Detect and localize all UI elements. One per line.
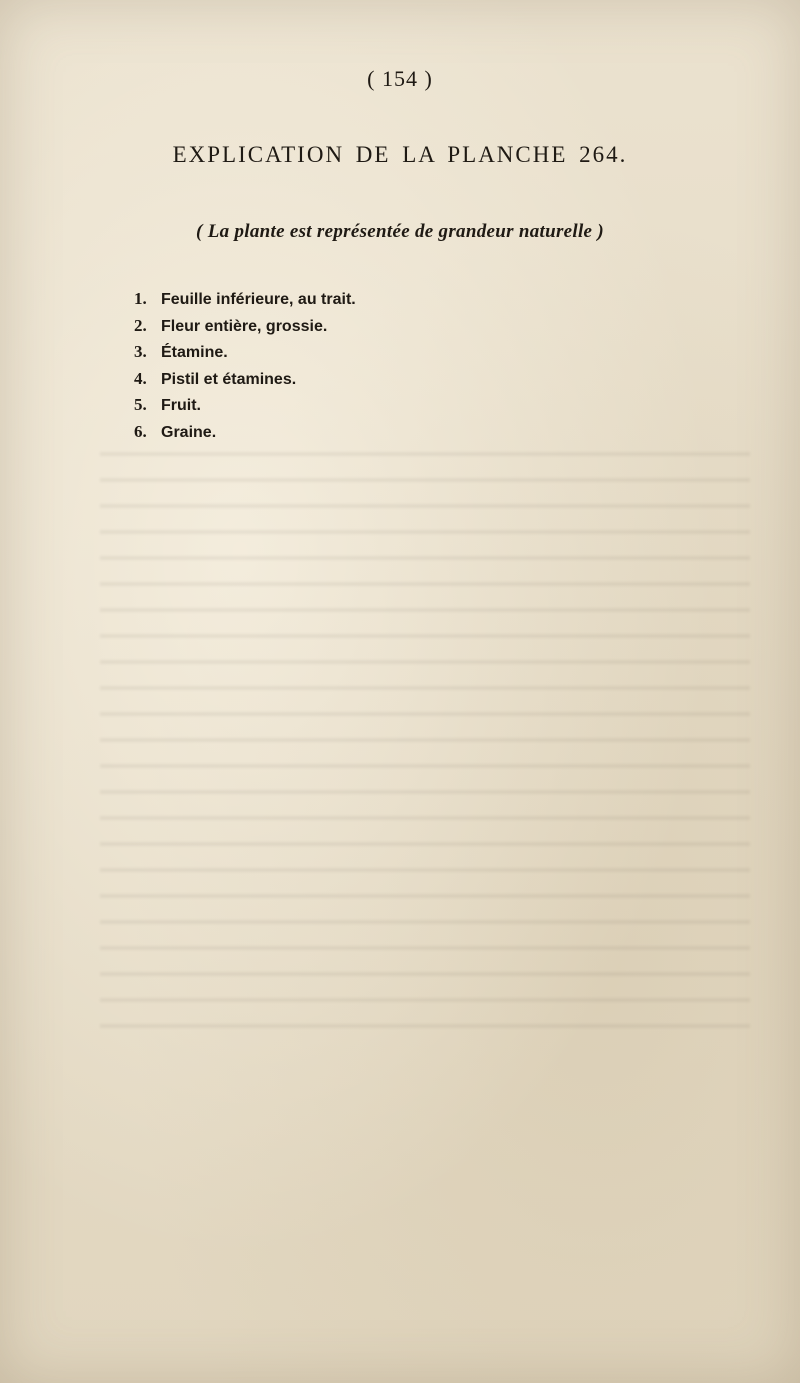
legend-number: 5. [134,395,147,414]
legend-number: 4. [134,368,147,388]
legend-item [134,419,356,446]
legend-item [134,366,356,393]
legend-item [134,313,356,340]
page-title: EXPLICATION DE LA PLANCHE 264. [172,142,628,167]
page-number: ( 154 ) [367,66,433,91]
legend-number: 6. [134,421,147,441]
show-through-texture [100,430,750,1050]
legend-item [134,339,356,366]
legend-number: 1. [134,289,147,308]
plate-note: ( La plante est représentée de grandeur naturelle ) [196,221,604,242]
legend-number: 3. [134,342,147,361]
legend-item [134,392,356,419]
legend-number: 2. [134,315,147,335]
legend-text: Graine. [161,423,217,441]
legend-text: Fruit. [161,397,201,414]
legend-text: Fleur entière, grossie. [161,317,328,335]
legend-text: Pistil et étamines. [161,370,297,388]
figure-legend [134,286,356,445]
legend-text: Feuille inférieure, au trait. [161,291,356,308]
legend-item [134,286,356,313]
legend-text: Étamine. [161,344,228,361]
